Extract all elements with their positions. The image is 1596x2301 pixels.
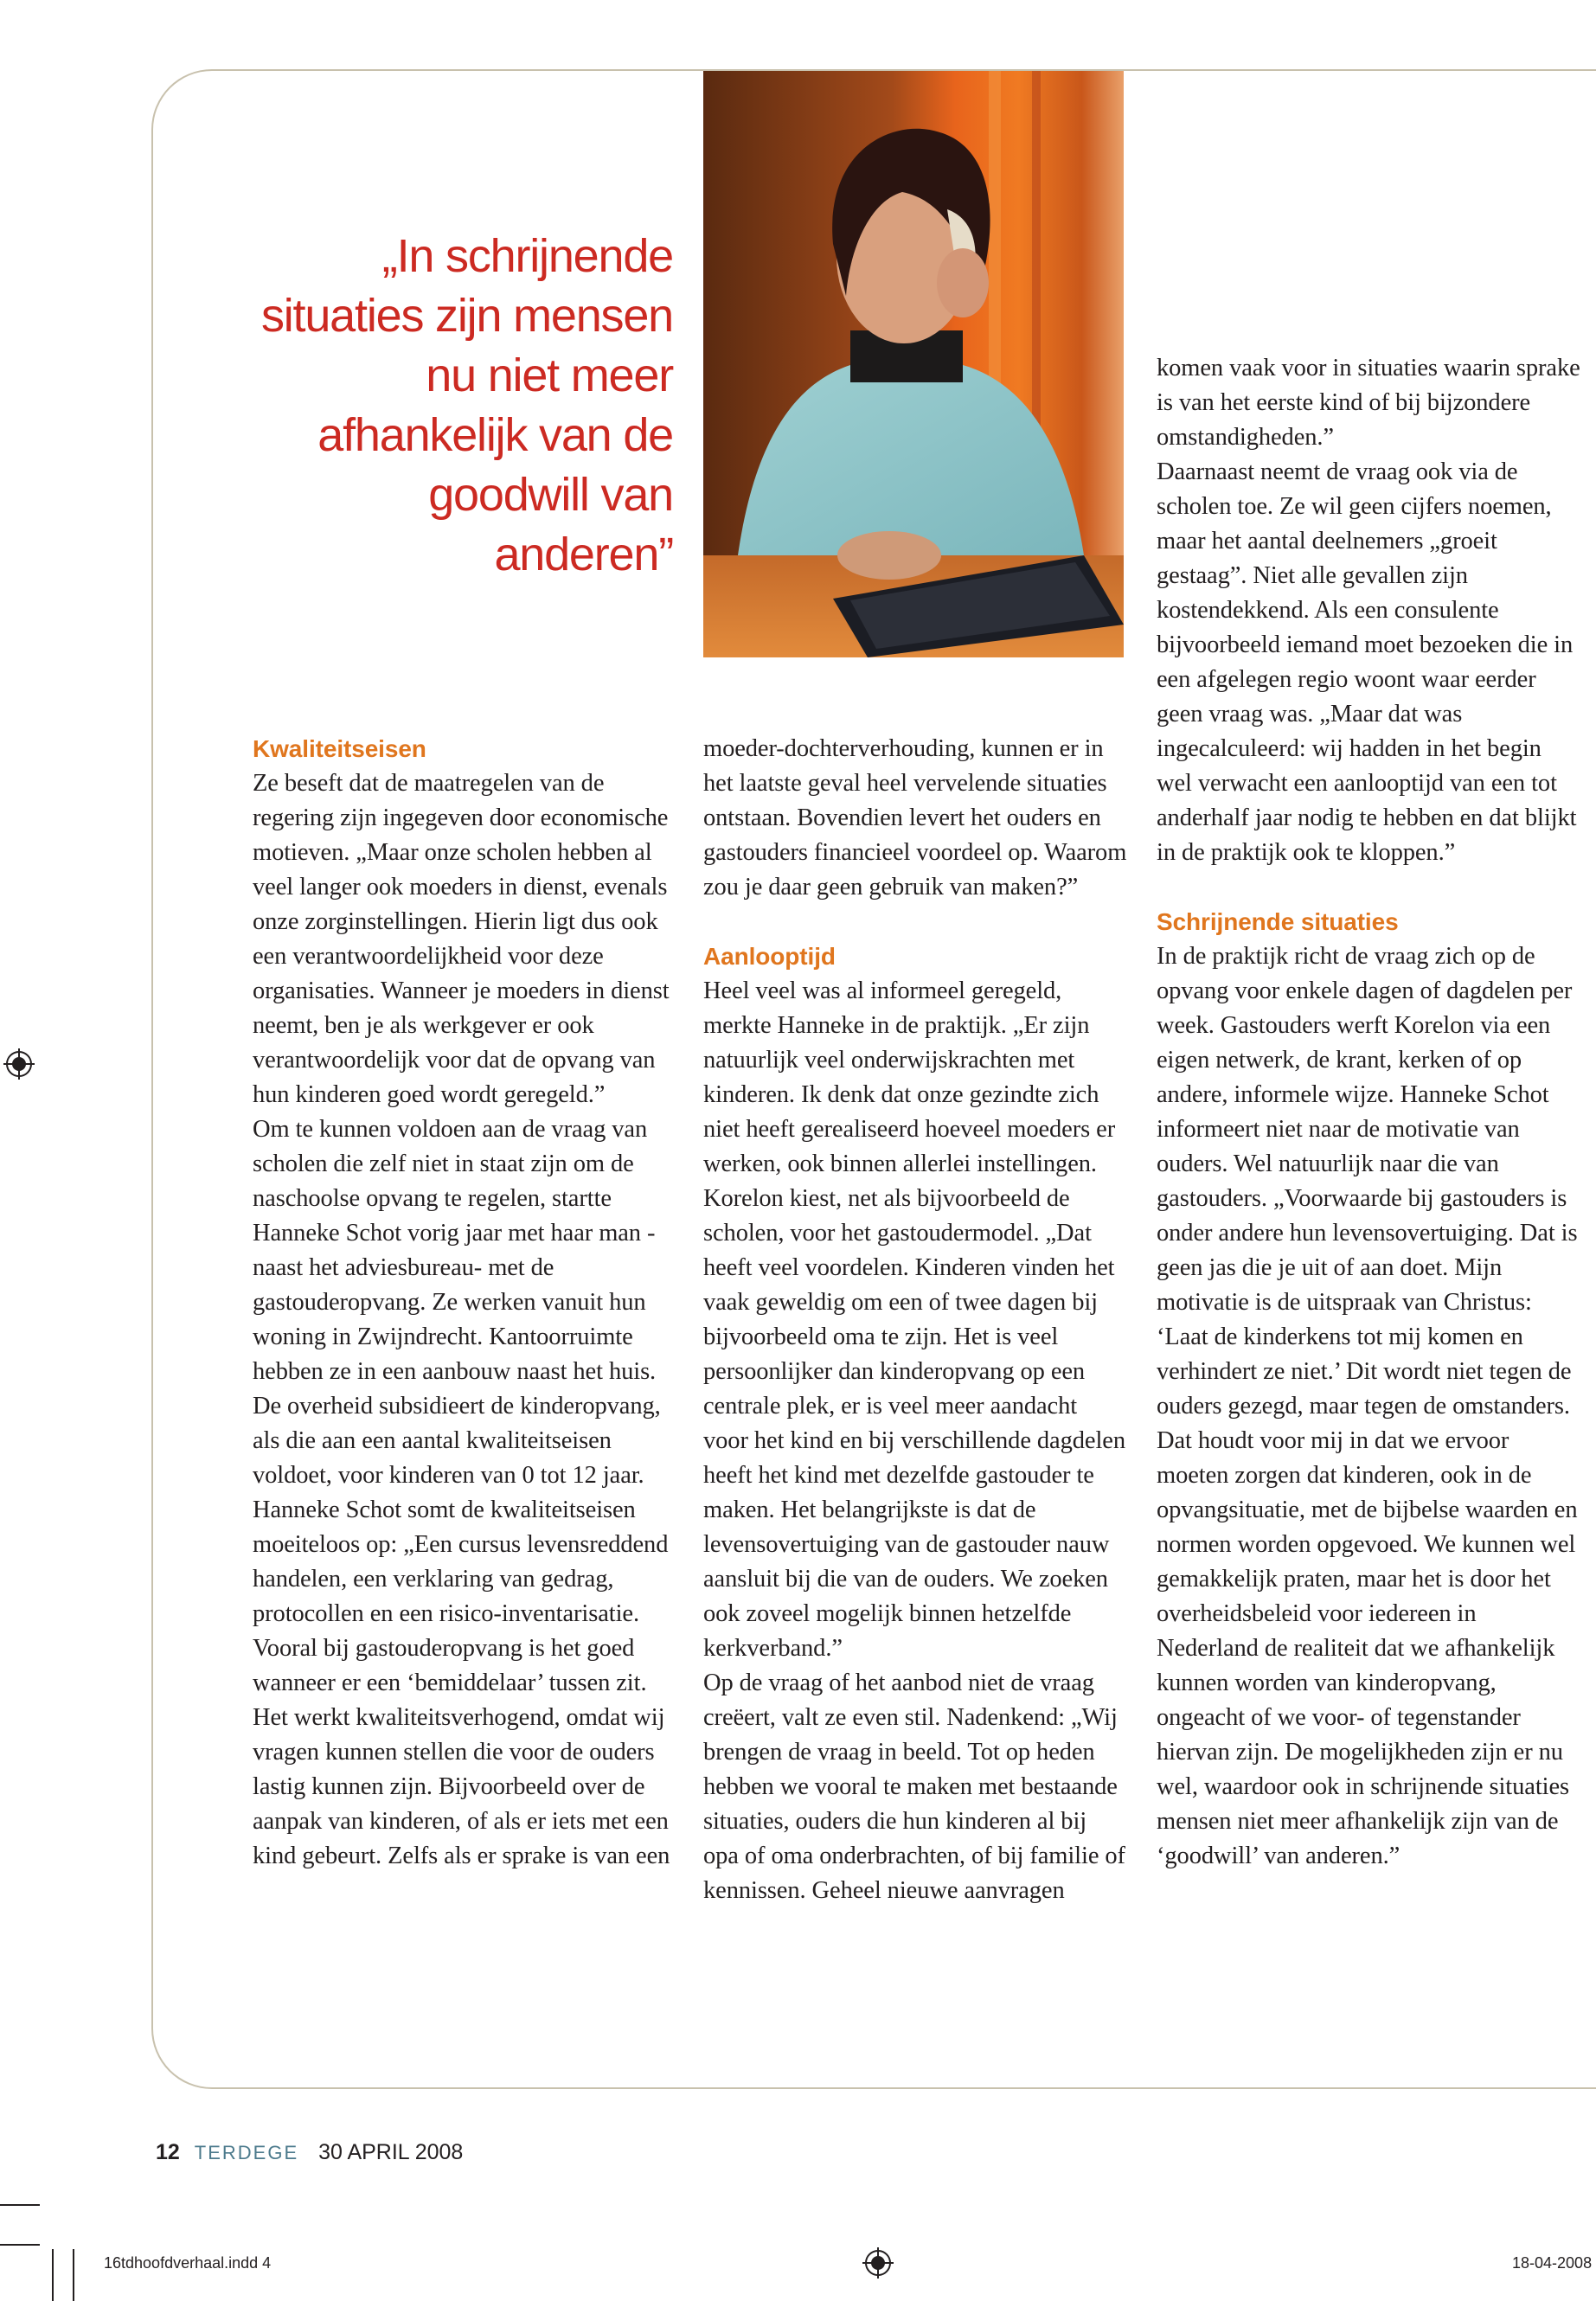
body-paragraph: Op de vraag of het aanbod niet de vraag creëert, valt ze even stil. Nadenkend: „Wij brengen de vraag in beeld. Tot op heden hebben we vooral te maken met bestaande situaties, ouders die hun kinderen al bij opa of oma onderbrachten, of bij familie of kennissen. Geheel nieuwe aanvragen (703, 1670, 1125, 1904)
section-heading: Kwaliteitseisen (253, 735, 426, 762)
section-heading: Schrijnende situaties (1157, 908, 1399, 935)
crop-mark (52, 2249, 54, 2301)
registration-mark-icon (862, 2247, 894, 2279)
pull-quote-line: situaties zijn mensen (260, 290, 673, 342)
pull-quote-line: goodwill van (428, 469, 673, 521)
body-paragraph: moeder-dochterverhouding, kunnen er in het laatste geval heel vervelende situaties ontstaan. Bovendien levert het ouders en gastouders financieel voordeel op. Waarom zou je daar geen gebruik van maken?” (703, 735, 1127, 901)
page-folio (156, 2140, 463, 2165)
body-paragraph: Ze beseft dat de maatregelen van de regering zijn ingegeven door economische motieven. „Maar onze scholen hebben al veel langer ook moeders in dienst, evenals onze zorginstellingen. Hierin ligt dus ook een verantwoordelijkheid voor deze organisaties. Wanneer je moeders in dienst neemt, ben je als werkgever er ook verantwoordelijk voor dat de opvang van hun kinderen goed wordt geregeld.” (253, 770, 670, 1108)
issue-date: 30 APRIL 2008 (318, 2140, 464, 2164)
body-paragraph: komen vaak voor in situaties waarin sprake is van het eerste kind of bij bijzondere omstandigheden.” (1157, 355, 1580, 451)
body-paragraph: Heel veel was al informeel geregeld, merkte Hanneke in de praktijk. „Er zijn natuurlijk veel onderwijskrachten met kinderen. Ik denk dat onze gezindte zich niet heeft gerealiseerd hoeveel moeders er werken, ook binnen allerlei instellingen. Korelon kiest, net als bijvoorbeeld de scholen, voor het gastoudermodel. „Dat heeft veel voordelen. Kinderen vinden het vaak geweldig om een of twee dagen bij bijvoorbeeld oma te zijn. Het is veel persoonlijker dan kinderopvang op een centrale plek, er is veel meer aandacht voor het kind en bij verschillende dagdelen heeft het kind met dezelfde gastouder te maken. Het belangrijkste is dat de levensovertuiging van de gastouder nauw aansluit bij die van de ouders. We zoeken ook zoveel mogelijk binnen hetzelfde kerkverband.” (703, 977, 1125, 1662)
crop-mark (0, 2204, 40, 2206)
section-heading: Aanlooptijd (703, 943, 836, 970)
article-column-2 (703, 732, 1127, 1908)
body-paragraph: In de praktijk richt de vraag zich op de opvang voor enkele dagen of dagdelen per week. Gastouders werft Korelon via een eigen netwerk, de krant, kerken of op andere, informele wijze. Hanneke Schot informeert niet naar de motivatie van ouders. Wel natuurlijk naar die van gastouders. „Voorwaarde bij gastouders is onder andere hun levensovertuiging. Dat is geen jas die je uit of aan doet. Mijn motivatie is de uitspraak van Christus: ‘Laat de kinderkens tot mij komen en verhindert ze niet.’ Dit wordt niet tegen de ouders gezegd, maar tegen de omstanders. Dat houdt voor mij in dat we ervoor moeten zorgen dat kinderen, ook in de opvangsituatie, met de bijbelse waarden en normen worden opgevoed. We kunnen wel gemakkelijk praten, maar het is door het overheidsbeleid voor iedereen in Nederland de realiteit dat we afhankelijk kunnen worden van kinderopvang, ongeacht of we voor- of tegenstander hiervan zijn. De mogelijkheden zijn er nu wel, waardoor ook in schrijnende situaties mensen niet meer afhankelijk zijn van de ‘goodwill’ van anderen.” (1157, 943, 1578, 1869)
page-number: 12 (156, 2140, 180, 2164)
article-column-3 (1157, 351, 1580, 1874)
body-paragraph: De overheid subsidieert de kinderopvang, als die aan een aantal kwaliteitseisen voldoet, voor kinderen van 0 tot 12 jaar. Hanneke Schot somt de kwaliteitseisen moeiteloos op: „Een cursus levensreddend handelen, een verklaring van gedrag, protocollen en een risico-inventarisatie. Vooral bij gastouderopvang is het goed wanneer er een ‘bemiddelaar’ tussen zit. Het werkt kwaliteitsverhogend, omdat wij vragen kunnen stellen die voor de ouders lastig kunnen zijn. Bijvoorbeeld over de aanpak van kinderen, of als er iets met een kind gebeurt. Zelfs als er sprake is van een (253, 1393, 670, 1869)
crop-mark (0, 2244, 40, 2246)
pull-quote-line: anderen” (494, 529, 673, 580)
pull-quote-line: „In schrijnende (381, 230, 673, 282)
body-paragraph: Daarnaast neemt de vraag ook via de scholen toe. Ze wil geen cijfers noemen, maar het aantal deelnemers „groeit gestaag”. Niet alle gevallen zijn kostendekkend. Als een consulente bijvoorbeeld iemand moet bezoeken die in een afgelegen regio woont waar eerder geen vraag was. „Maar dat was ingecalculeerd: wij hadden in het begin wel verwacht een aanlooptijd van een tot anderhalf jaar nodig te hebben en dat blijkt in de praktijk ook te kloppen.” (1157, 458, 1577, 866)
woman-on-phone-photo (703, 71, 1124, 657)
photo-illustration (703, 71, 1124, 657)
slug-filename: 16tdhoofdverhaal.indd 4 (104, 2254, 272, 2272)
article-column-1 (253, 732, 676, 1874)
body-paragraph: Om te kunnen voldoen aan de vraag van scholen die zelf niet in staat zijn om de naschoolse opvang te regelen, startte Hanneke Schot vorig jaar met haar man -naast het adviesbureau- met de gastouderopvang. Ze werken vanuit hun woning in Zwijndrecht. Kantoorruimte hebben ze in een aanbouw naast het huis. (253, 1116, 657, 1385)
magazine-name: TERDEGE (194, 2142, 299, 2163)
registration-mark-icon (3, 1048, 35, 1080)
crop-mark (73, 2249, 74, 2301)
pull-quote-line: nu niet meer (426, 349, 673, 401)
pull-quote-line: afhankelijk van de (317, 409, 673, 461)
pull-quote (251, 227, 673, 585)
slug-date: 18-04-2008 (1512, 2254, 1593, 2272)
